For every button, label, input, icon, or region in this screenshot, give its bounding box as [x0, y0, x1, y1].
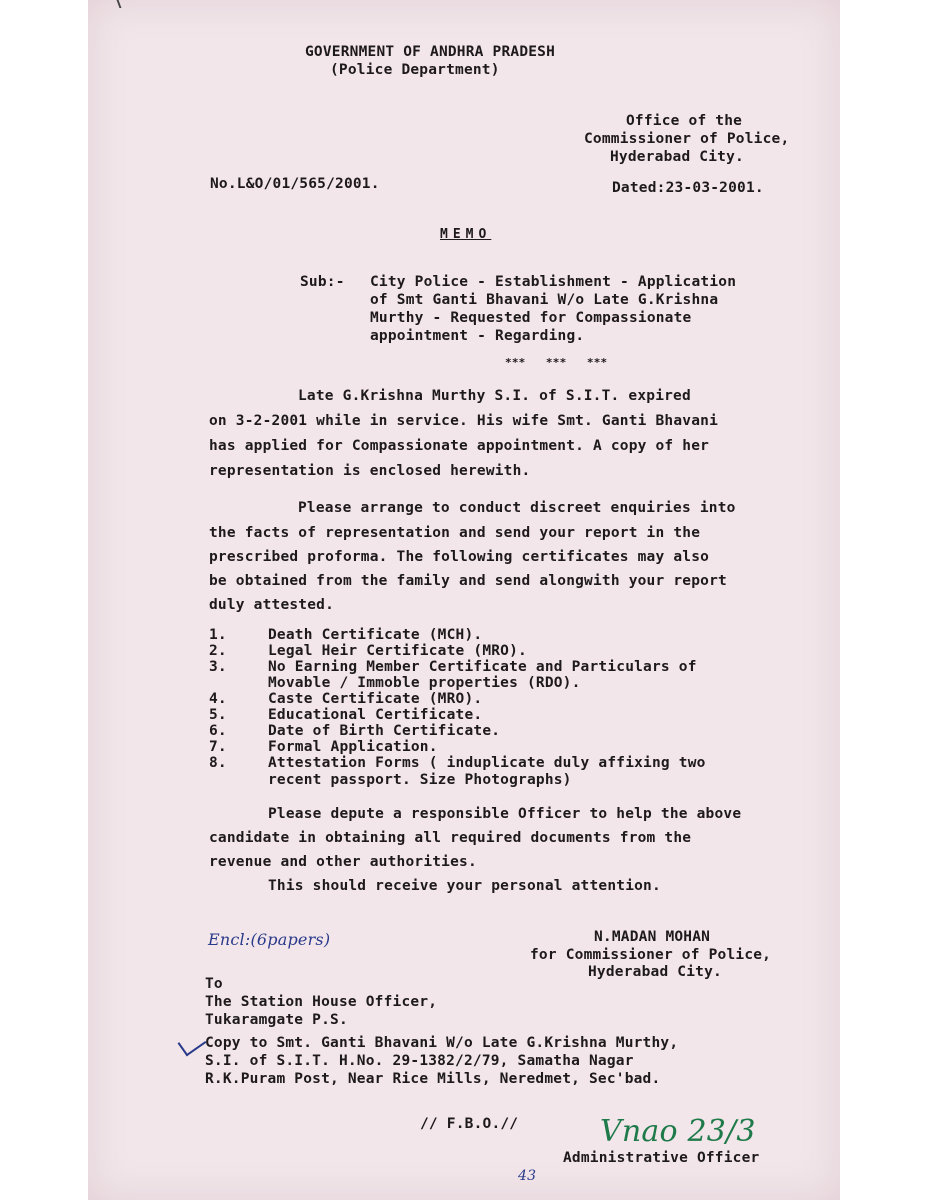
- list-item-number: 3.: [209, 659, 227, 675]
- signatory-line-3: Hyderabad City.: [588, 964, 722, 980]
- list-item-number: 4.: [209, 691, 227, 707]
- list-item-number: 5.: [209, 707, 227, 723]
- list-item-text: Movable / Immoble properties (RDO).: [268, 675, 581, 691]
- list-item-text: recent passport. Size Photographs): [268, 772, 572, 788]
- para3-line-1: Please depute a responsible Officer to help the above: [268, 806, 742, 822]
- list-item-number: 6.: [209, 723, 227, 739]
- para3-line-3: revenue and other authorities.: [209, 854, 477, 870]
- para1-line-2: on 3-2-2001 while in service. His wife Smt. Ganti Bhavani: [209, 413, 718, 429]
- date-line: [612, 180, 764, 196]
- list-item-text: No Earning Member Certificate and Particulars of: [268, 659, 697, 675]
- addressee-line-1: The Station House Officer,: [205, 994, 438, 1010]
- para1-line-3: has applied for Compassionate appointment. A copy of her: [209, 438, 710, 454]
- para4-line: This should receive your personal attention.: [268, 878, 661, 894]
- subject-label: Sub:-: [300, 274, 345, 290]
- office-line-3: Hyderabad City.: [610, 149, 744, 165]
- office-line-1: Office of the: [626, 113, 743, 129]
- list-item-text: Formal Application.: [268, 739, 438, 755]
- date-label: Dated:: [612, 180, 666, 196]
- page-mark: 43: [518, 1168, 537, 1184]
- list-item-text: Death Certificate (MCH).: [268, 627, 483, 643]
- subject-line-1: City Police - Establishment - Application: [370, 274, 737, 290]
- date-value: 23-03-2001.: [665, 180, 764, 196]
- para2-line-5: duly attested.: [209, 597, 335, 613]
- para3-line-2: candidate in obtaining all required documents from the: [209, 830, 692, 846]
- list-item-number: 2.: [209, 643, 227, 659]
- tick-mark-icon: [178, 1030, 207, 1057]
- list-item-text: Attestation Forms ( induplicate duly affixing two: [268, 755, 706, 771]
- copy-line-2: S.I. of S.I.T. H.No. 29-1382/2/79, Samatha Nagar: [205, 1053, 634, 1069]
- department-heading: (Police Department): [330, 62, 500, 78]
- subject-line-3: Murthy - Requested for Compassionate: [370, 310, 692, 326]
- para2-line-1: Please arrange to conduct discreet enquiries into: [298, 500, 736, 516]
- list-item-number: 7.: [209, 739, 227, 755]
- administrative-officer-title: Administrative Officer: [563, 1150, 760, 1166]
- para2-line-4: be obtained from the family and send alongwith your report: [209, 573, 727, 589]
- subject-line-2: of Smt Ganti Bhavani W/o Late G.Krishna: [370, 292, 719, 308]
- para1-line-4: representation is enclosed herewith.: [209, 463, 531, 479]
- signatory-line-2: for Commissioner of Police,: [530, 947, 772, 963]
- government-heading: GOVERNMENT OF ANDHRA PRADESH: [305, 44, 556, 60]
- enclosure-handwritten-note: Encl:(6papers): [208, 930, 331, 949]
- list-item-number: 1.: [209, 627, 227, 643]
- list-item-text: Legal Heir Certificate (MRO).: [268, 643, 527, 659]
- list-item-text: Educational Certificate.: [268, 707, 483, 723]
- to-label: To: [205, 976, 223, 992]
- memo-title: MEMO: [440, 227, 492, 242]
- para1-line-1: Late G.Krishna Murthy S.I. of S.I.T. expired: [298, 388, 691, 404]
- green-signature: Vnao 23/3: [600, 1114, 756, 1149]
- list-item-number: 8.: [209, 755, 227, 771]
- list-item-text: Caste Certificate (MRO).: [268, 691, 483, 707]
- reference-number: No.L&O/01/565/2001.: [210, 176, 380, 192]
- para2-line-3: prescribed proforma. The following certificates may also: [209, 549, 710, 565]
- fbo-mark: // F.B.O.//: [420, 1116, 519, 1132]
- subject-line-4: appointment - Regarding.: [370, 328, 585, 344]
- addressee-line-2: Tukaramgate P.S.: [205, 1012, 348, 1028]
- signatory-name: N.MADAN MOHAN: [594, 929, 711, 945]
- office-line-2: Commissioner of Police,: [584, 131, 790, 147]
- para2-line-2: the facts of representation and send your report in the: [209, 525, 701, 541]
- copy-line-1: Copy to Smt. Ganti Bhavani W/o Late G.Krishna Murthy,: [205, 1035, 679, 1051]
- list-item-text: Date of Birth Certificate.: [268, 723, 501, 739]
- subject-separator: *** *** ***: [505, 356, 608, 369]
- copy-line-3: R.K.Puram Post, Near Rice Mills, Neredmet, Sec'bad.: [205, 1071, 661, 1087]
